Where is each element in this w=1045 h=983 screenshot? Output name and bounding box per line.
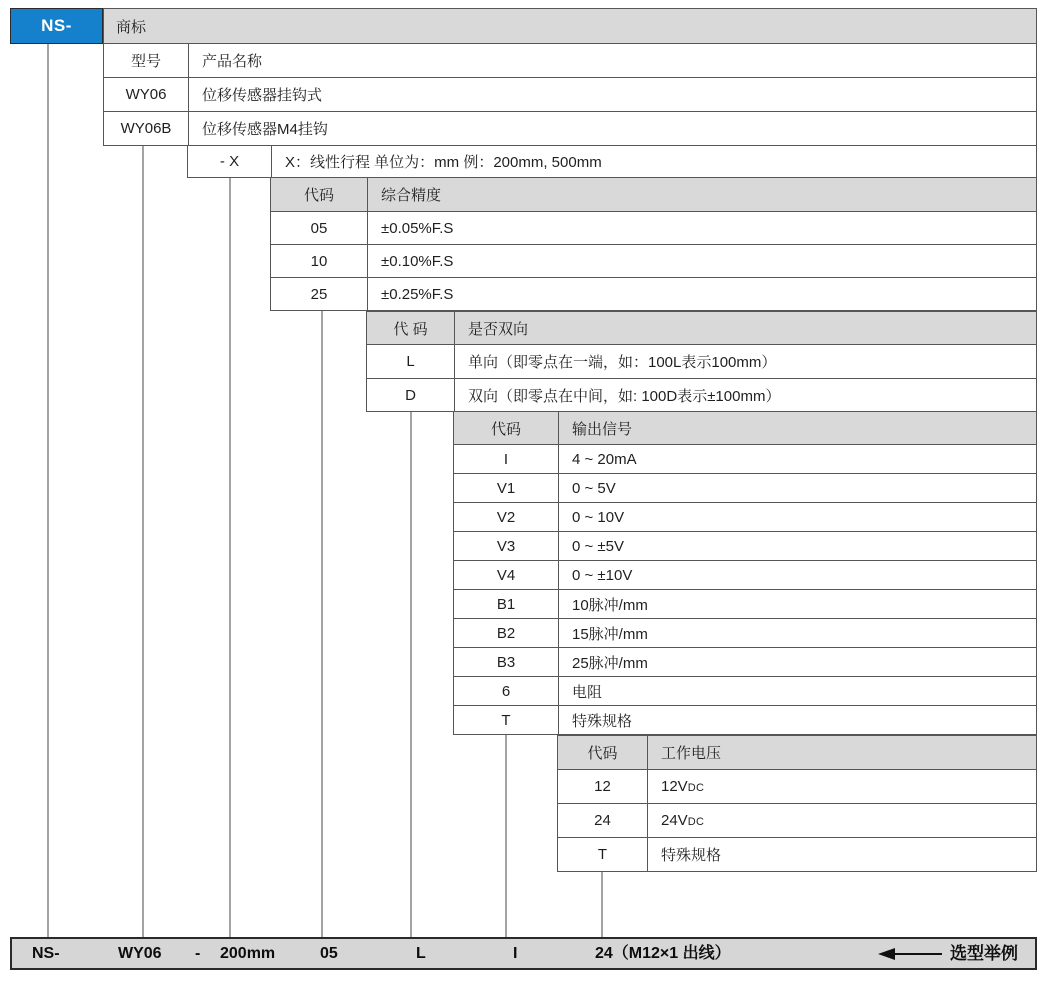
table-row (454, 531, 1036, 560)
code-cell: 代码 (454, 412, 559, 444)
voltage-value: 特殊规格 (661, 847, 722, 864)
code-cell: - X (188, 146, 272, 177)
code-cell: L (367, 345, 455, 378)
code-cell: T (558, 838, 648, 871)
table-row (271, 277, 1036, 310)
arrow-left-icon (878, 939, 942, 968)
table-row (367, 344, 1036, 378)
connector-line (505, 735, 507, 937)
connector-line (410, 411, 412, 937)
desc-cell: ±0.10%F.S (381, 252, 454, 270)
prefix-label: NS- (41, 16, 72, 35)
example-model: WY06 (118, 945, 162, 962)
desc-cell (648, 770, 1036, 803)
table-row (558, 769, 1036, 803)
code-cell: V4 (454, 561, 559, 589)
table-row (271, 211, 1036, 244)
connector-line (601, 870, 603, 937)
code-cell: I (454, 445, 559, 473)
desc-cell: 15脉冲/mm (572, 625, 648, 643)
desc-cell: ±0.25%F.S (381, 285, 454, 303)
example-direction: L (416, 945, 426, 962)
example-accuracy: 05 (320, 945, 338, 962)
example-stroke: 200mm (220, 945, 276, 962)
trademark-row (104, 9, 1036, 43)
voltage-value: 12V (661, 778, 688, 795)
table-header-row (454, 412, 1036, 444)
example-bar (10, 937, 1037, 970)
code-cell: 6 (454, 677, 559, 705)
desc-cell: 0 ~ ±5V (572, 537, 625, 555)
desc-cell: 是否双向 (468, 320, 529, 338)
voltage-sub: DC (687, 816, 705, 828)
code-cell: WY06 (104, 78, 189, 111)
code-cell: 代码 (271, 178, 368, 211)
code-cell: V1 (454, 474, 559, 502)
table-row (104, 111, 1036, 145)
table-row (188, 146, 1036, 177)
example-output: I (513, 945, 518, 962)
desc-cell: 10脉冲/mm (572, 596, 648, 614)
accuracy-table (270, 177, 1037, 311)
table-header-row (558, 736, 1036, 769)
table-row (271, 244, 1036, 277)
desc-cell: 特殊规格 (572, 712, 633, 730)
example-voltage: 24（M12×1 出线） (595, 945, 731, 962)
table-row (454, 589, 1036, 618)
desc-cell: 输出信号 (572, 420, 633, 438)
example-label: 选型举例 (950, 944, 1018, 963)
code-cell: T (454, 706, 559, 734)
desc-cell: 0 ~ 10V (572, 508, 625, 526)
code-cell: 24 (558, 804, 648, 837)
code-cell: D (367, 379, 455, 411)
connector-line (47, 44, 49, 937)
prefix-box (10, 8, 103, 44)
connector-line (229, 177, 231, 937)
code-cell: WY06B (104, 112, 189, 145)
voltage-table (557, 735, 1037, 872)
code-cell: 25 (271, 278, 368, 310)
desc-cell: 25脉冲/mm (572, 654, 648, 672)
desc-cell: X：线性行程 单位为：mm 例：200mm, 500mm (285, 154, 602, 171)
stroke-row-table (187, 145, 1037, 178)
desc-cell (648, 804, 1036, 837)
code-cell: 型号 (104, 44, 189, 77)
desc-cell: 电阻 (572, 683, 603, 701)
voltage-value: 24V (661, 812, 688, 829)
desc-cell: 4 ~ 20mA (572, 450, 637, 468)
code-cell: 代码 (558, 736, 648, 769)
desc-cell: 0 ~ ±10V (572, 566, 633, 584)
table-row (454, 618, 1036, 647)
table-row (454, 473, 1036, 502)
trademark-label: 商标 (116, 18, 147, 36)
code-cell: 05 (271, 212, 368, 244)
desc-cell: 位移传感器挂钩式 (202, 87, 323, 104)
code-cell: V3 (454, 532, 559, 560)
model-table (103, 8, 1037, 146)
desc-cell: 双向（即零点在中间，如: 100D表示±100mm） (468, 387, 781, 405)
code-cell: B1 (454, 590, 559, 618)
desc-cell: 综合精度 (381, 187, 442, 204)
output-signal-table (453, 411, 1037, 735)
code-cell: 代 码 (367, 312, 455, 344)
voltage-sub: DC (687, 782, 705, 794)
desc-cell: ±0.05%F.S (381, 219, 454, 237)
connector-line (142, 145, 144, 937)
table-row (454, 560, 1036, 589)
table-row (454, 705, 1036, 734)
table-row (454, 502, 1036, 531)
code-cell: V2 (454, 503, 559, 531)
connector-line (321, 311, 323, 937)
table-header-row (367, 312, 1036, 344)
code-cell: 10 (271, 245, 368, 277)
table-row (454, 444, 1036, 473)
desc-cell: 工作电压 (661, 745, 722, 762)
table-row (454, 647, 1036, 676)
example-dash: - (195, 945, 201, 962)
desc-cell: 单向（即零点在一端，如：100L表示100mm） (468, 354, 777, 371)
desc-cell: 位移传感器M4挂钩 (202, 121, 328, 138)
code-cell: 12 (558, 770, 648, 803)
table-row (367, 378, 1036, 411)
table-row (104, 77, 1036, 111)
table-row (558, 803, 1036, 837)
desc-cell: 产品名称 (202, 53, 263, 70)
table-header-row (104, 43, 1036, 77)
direction-table (366, 311, 1037, 412)
code-cell: B2 (454, 619, 559, 647)
desc-cell (648, 838, 1036, 871)
example-prefix: NS- (32, 945, 60, 962)
table-row (558, 837, 1036, 871)
desc-cell: 0 ~ 5V (572, 479, 616, 497)
table-row (454, 676, 1036, 705)
code-cell: B3 (454, 648, 559, 676)
table-header-row (271, 178, 1036, 211)
